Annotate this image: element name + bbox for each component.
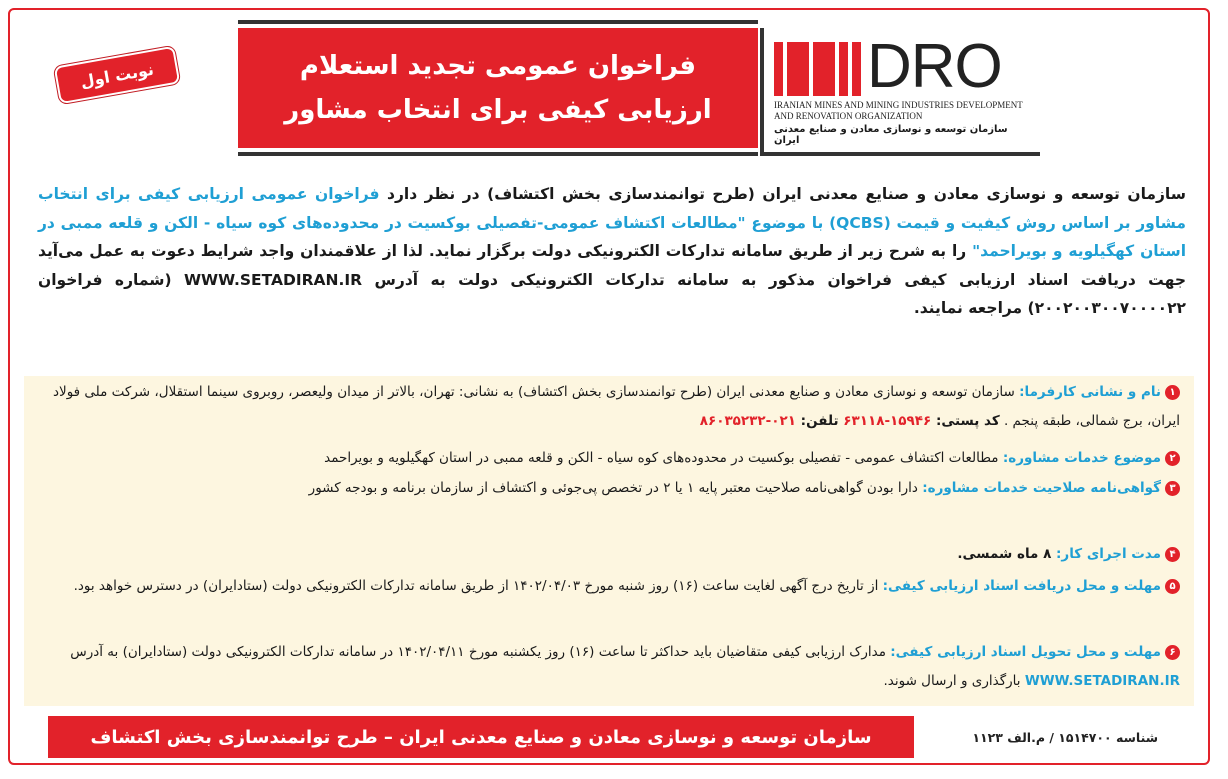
logo-english-line-1: IRANIAN MINES AND MINING INDUSTRIES DEVELOPMENT: [774, 100, 1023, 110]
intro-part-2: فراخوان عمومی ارزیابی کیفی برای انتخاب مشاور بر اساس روش کیفیت و قیمت (QCBS) با موضوع "مطالعات اکتشاف عمومی-تفصیلی بوکسیت در محدوده‌های کوه سیاه - الکن و قلعه ممبی در استان کهگیلویه و بویراحمد": [38, 185, 1187, 261]
logo-imi-bars-icon: [774, 42, 861, 96]
list-item-subject: [38, 444, 1180, 473]
item-text-end: بارگذاری و ارسال شوند.: [883, 673, 1025, 689]
intro-paragraph: [38, 180, 1186, 323]
item-text: ۸ ماه شمسی.: [957, 546, 1057, 562]
logo-mark: [774, 32, 1030, 101]
list-item-duration: [38, 540, 1180, 569]
item-number: ۴: [1165, 547, 1180, 562]
item-text: دارا بودن گواهی‌نامه صلاحیت معتبر پایه ۱ یا ۲ در تخصص پی‌جوئی و اکتشاف از سازمان برنامه و بودجه کشور: [308, 480, 923, 496]
list-item-employer: [38, 378, 1180, 436]
title-line-1: فراخوان عمومی تجدید استعلام: [299, 51, 697, 81]
footer: [48, 716, 1188, 758]
item-text: مدارک ارزیابی کیفی متقاضیان باید حداکثر تا ساعت (۱۶) روز یکشنبه مورخ ۱۴۰۲/۰۴/۱۱ در سامانه تدارکات الکترونیکی دولت (ستادایران) به آدرس: [70, 644, 891, 660]
item-label: گواهی‌نامه صلاحیت خدمات مشاوره:: [922, 480, 1161, 496]
postal-code: ۱۵۹۴۶-۶۳۱۱۸: [843, 413, 932, 429]
list-item-receive-deadline: [38, 572, 1180, 601]
item-number: ۳: [1165, 481, 1180, 496]
website-link[interactable]: WWW.SETADIRAN.IR: [1024, 673, 1180, 689]
item-number: ۵: [1165, 579, 1180, 594]
list-item-certificate: [38, 474, 1180, 503]
item-label: مدت اجرای کار:: [1056, 546, 1161, 562]
details-list: [24, 376, 1194, 706]
item-number: ۱: [1165, 385, 1180, 400]
item-number: ۲: [1165, 451, 1180, 466]
ad-code: شناسه ۱۵۱۴۷۰۰ / م.الف ۱۱۲۳: [972, 729, 1158, 745]
list-item-submit-deadline: [38, 638, 1180, 696]
item-text: مطالعات اکتشاف عمومی - تفصیلی بوکسیت در محدوده‌های کوه سیاه - الکن و قلعه ممبی در استان کهگیلویه و بویراحمد: [324, 450, 1003, 466]
item-label: مهلت و محل دریافت اسناد ارزیابی کیفی:: [882, 578, 1161, 594]
footer-bar: سازمان توسعه و نوسازی معادن و صنایع معدنی ایران – طرح توانمندسازی بخش اکتشاف: [48, 716, 914, 758]
intro-part-3: را به شرح زیر از طریق سامانه تدارکات الکترونیکی دولت برگزار نماید. لذا از علاقمندان واجد شرایط دعوت به عمل می‌آید جهت دریافت اسناد ارزیابی کیفی فراخوان مذکور به سامانه تدارکات الکترونیکی دولت به آدرس WWW.SETADIRAN.IR (شماره فراخوان ۲۰۰۲۰۰۳۰۰۷۰۰۰۰۲۲) مراجعه نمایند.: [38, 242, 1186, 318]
phone-label: تلفن:: [795, 413, 844, 429]
title-box: [238, 28, 758, 148]
phone-number: ۰۲۱-۸۶۰۳۵۲۳۲: [699, 413, 796, 429]
intro-part-1: سازمان توسعه و نوسازی معادن و صنایع معدنی ایران (طرح توانمندسازی بخش اکتشاف) در نظر دارد: [379, 185, 1186, 203]
postal-label: کد پستی:: [931, 413, 1000, 429]
logo-persian-name: سازمان توسعه و نوسازی معادن و صنایع معدنی ایران: [774, 124, 1008, 146]
item-label: نام و نشانی کارفرما:: [1019, 384, 1161, 400]
logo-brand-text: DRO: [867, 32, 1002, 101]
item-label: مهلت و محل تحویل اسناد ارزیابی کیفی:: [890, 644, 1161, 660]
item-text: سازمان توسعه و نوسازی معادن و صنایع معدنی ایران (طرح توانمندسازی بخش اکتشاف) به نشانی: تهران، بالاتر از میدان ولیعصر، روبروی سینما استقلال، شرکت ملی فولاد ایران، برج شمالی، طبقه پنجم .: [53, 384, 1180, 429]
round-badge: نوبت اول: [56, 48, 178, 102]
item-number: ۶: [1165, 645, 1180, 660]
title-line-2: ارزیابی کیفی برای انتخاب مشاور: [284, 95, 712, 125]
item-text: از تاریخ درج آگهی لغایت ساعت (۱۶) روز شنبه مورخ ۱۴۰۲/۰۴/۰۳ از طریق سامانه تدارکات الکترونیکی دولت (ستادایران) در دسترس خواهد بود.: [73, 578, 883, 594]
item-label: موضوع خدمات مشاوره:: [1002, 450, 1161, 466]
logo-english-line-2: AND RENOVATION ORGANIZATION: [774, 111, 923, 121]
imidro-logo: [760, 28, 1040, 156]
